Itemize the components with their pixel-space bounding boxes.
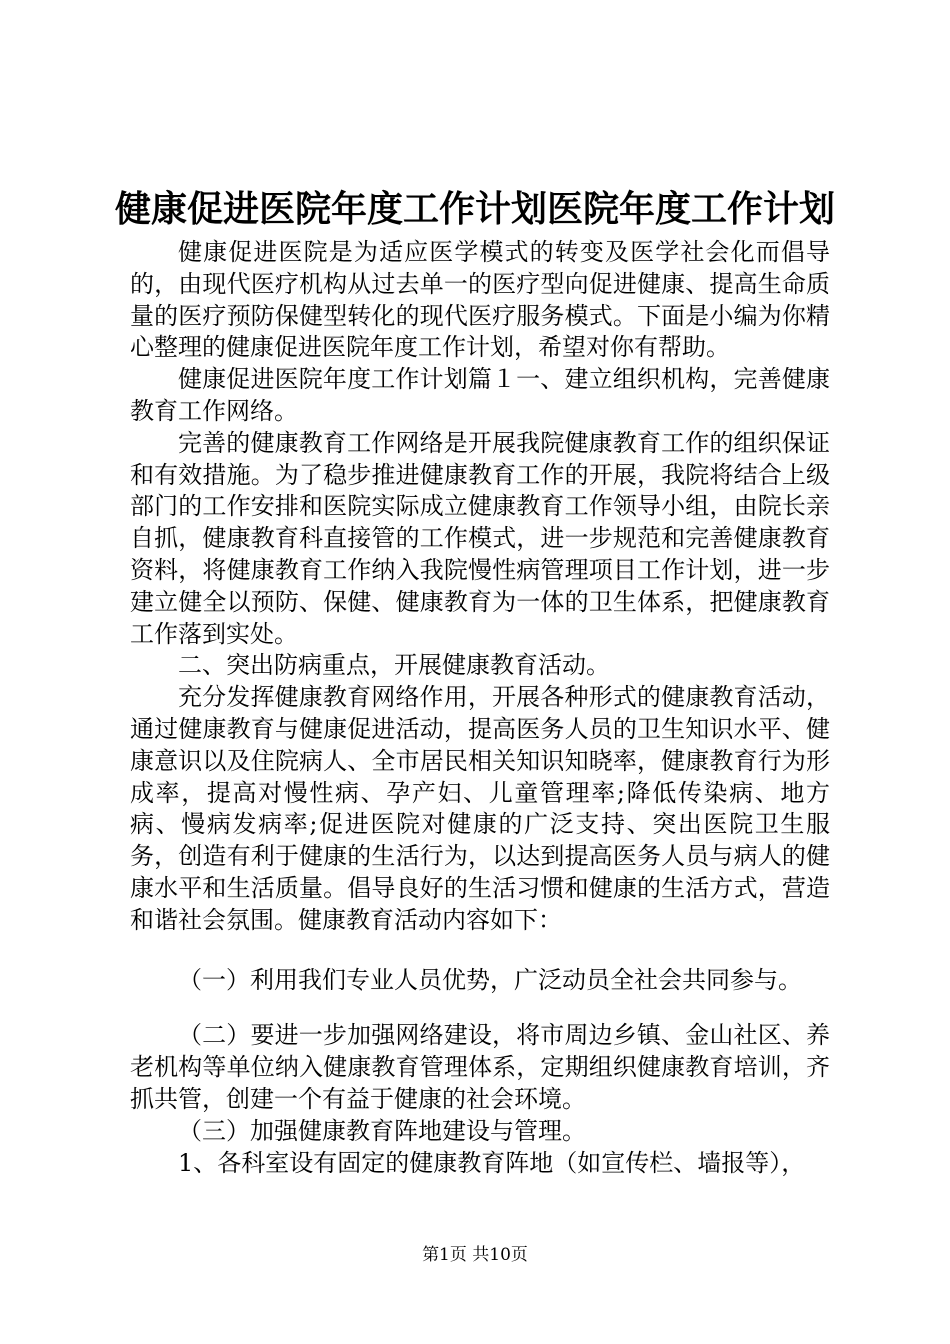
paragraph-section-two-heading: 二、突出防病重点，开展健康教育活动。 xyxy=(178,651,610,680)
paragraph-network: 完善的健康教育工作网络是开展我院健康教育工作的组织保证和有效措施。为了稳步推进健康教育工作的开展，我院将结合上级部门的工作安排和医院实际成立健康教育工作领导小组，由院长亲自抓，健康教育科直接管的工作模式，进一步规范和完善健康教育资料，将健康教育工作纳入我院慢性病管理项目工作计划，进一步建立健全以预防、保健、健康教育为一体的卫生体系，把健康教育工作落到实处。 xyxy=(130,428,830,648)
paragraph-intro: 健康促进医院是为适应医学模式的转变及医学社会化而倡导的，由现代医疗机构从过去单一的医疗型向促进健康、提高生命质量的医疗预防保健型转化的现代医疗服务模式。下面是小编为你精心整理的健康促进医院年度工作计划，希望对你有帮助。 xyxy=(130,238,830,362)
paragraph-plan-heading: 健康促进医院年度工作计划篇１一、建立组织机构，完善健康教育工作网络。 xyxy=(130,365,830,425)
document-title: 健康促进医院年度工作计划医院年度工作计划 xyxy=(114,188,835,230)
page-footer: 第1页 共10页 xyxy=(422,1245,528,1265)
paragraph-item-1: 1、各科室设有固定的健康教育阵地（如宣传栏、墙报等）， xyxy=(178,1148,806,1177)
paragraph-item-one: （一）利用我们专业人员优势，广泛动员全社会共同参与。 xyxy=(178,965,802,994)
document-body xyxy=(130,237,830,1179)
paragraph-activities: 充分发挥健康教育网络作用，开展各种形式的健康教育活动，通过健康教育与健康促进活动，提高医务人员的卫生知识水平、健康意识以及住院病人、全市居民相关知识知晓率，健康教育行为形成率，提高对慢性病、孕产妇、儿童管理率;降低传染病、地方病、慢病发病率;促进医院对健康的广泛支持、突出医院卫生服务，创造有利于健康的生活行为，以达到提高医务人员与病人的健康水平和生活质量。倡导良好的生活习惯和健康的生活方式，营造和谐社会氛围。健康教育活动内容如下： xyxy=(130,683,830,934)
paragraph-item-two: （二）要进一步加强网络建设，将市周边乡镇、金山社区、养老机构等单位纳入健康教育管理体系，定期组织健康教育培训，齐抓共管，创建一个有益于健康的社会环境。 xyxy=(130,1021,830,1113)
paragraph-item-three: （三）加强健康教育阵地建设与管理。 xyxy=(178,1116,586,1145)
